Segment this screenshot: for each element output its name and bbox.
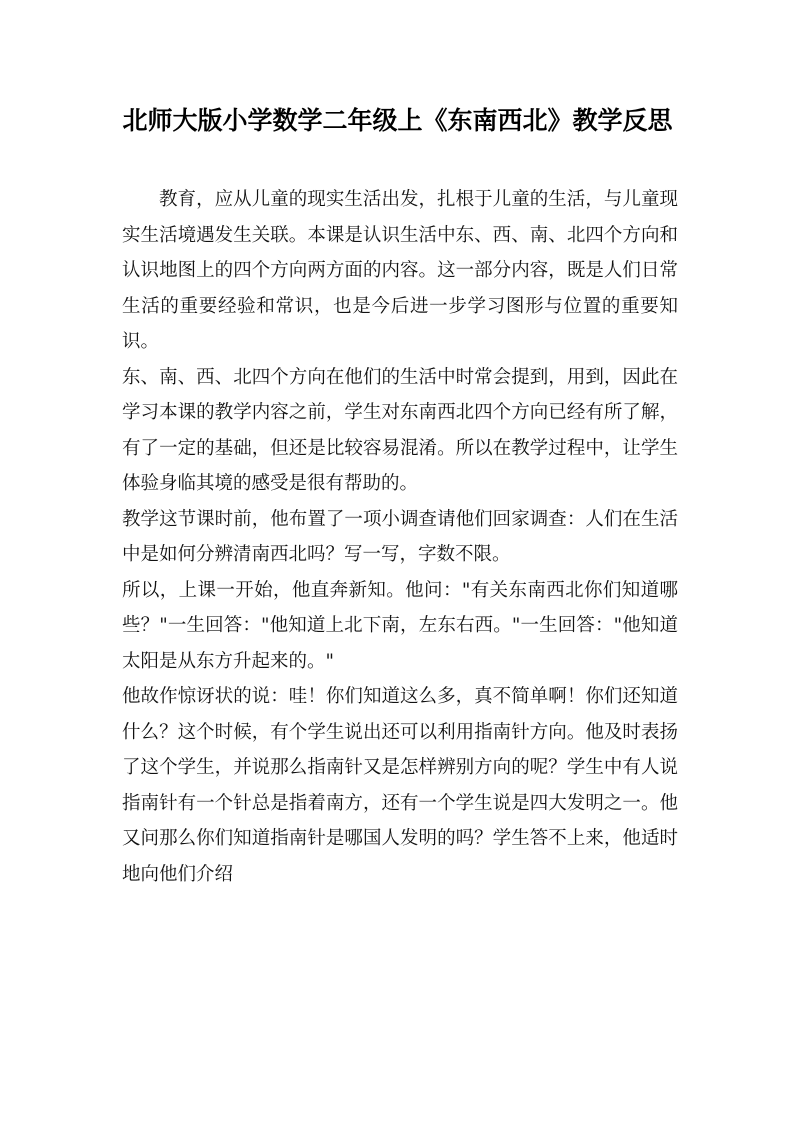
- paragraph-intro: 教育，应从儿童的现实生活出发，扎根于儿童的生活，与儿童现实生活境遇发生关联。本课是认识生活中东、西、南、北四个方向和认识地图上的四个方向两方面的内容。这一部分内容，既是人们日常生活的重要经验和常识，也是今后进一步学习图形与位置的重要知识。: [122, 189, 678, 352]
- paragraph-survey: 教学这节课时前，他布置了一项小调查请他们回家调查：人们在生活中是如何分辨清南西北吗？写一写，字数不限。: [122, 508, 678, 565]
- paragraph-compass: 他故作惊讶状的说：哇！你们知道这么多，真不简单啊！你们还知道什么？这个时候，有个学生说出还可以利用指南针方向。他及时表扬了这个学生，并说那么指南针又是怎样辨别方向的呢？学生中有人说指南针有一个针总是指着南方，还有一个学生说是四大发明之一。他又问那么你们知道指南针是哪国人发明的吗？学生答不上来，他适时地向他们介绍: [122, 686, 678, 885]
- document-body: [122, 182, 678, 892]
- paragraph-directions: 东、南、西、北四个方向在他们的生活中时常会提到，用到，因此在学习本课的教学内容之前，学生对东南西北四个方向已经有所了解，有了一定的基础，但还是比较容易混淆。所以在教学过程中，让学生体验身临其境的感受是很有帮助的。: [122, 366, 678, 494]
- paragraph-class-start: 所以，上课一开始，他直奔新知。他问："有关东南西北你们知道哪些？"一生回答："他知道上北下南，左东右西。"一生回答："他知道太阳是从东方升起来的。": [122, 579, 678, 672]
- document-title: 北师大版小学数学二年级上《东南西北》教学反思: [122, 106, 673, 135]
